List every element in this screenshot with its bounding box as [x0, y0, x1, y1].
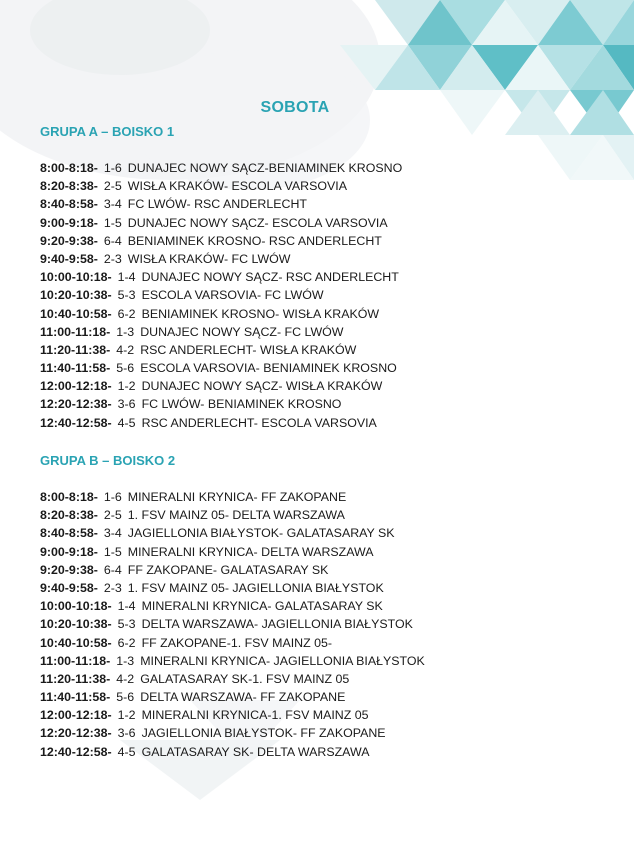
match-row	[40, 250, 402, 268]
match-time: 11:00-11:18-	[40, 653, 111, 668]
match-time: 12:20-12:38-	[40, 397, 112, 412]
match-code: 6-2	[117, 635, 136, 650]
match-teams: ESCOLA VARSOVIA- BENIAMINEK KROSNO	[140, 361, 397, 376]
match-code: 4-2	[116, 342, 135, 357]
match-row	[40, 724, 425, 742]
match-time: 12:20-12:38-	[40, 726, 112, 741]
match-time: 11:00-11:18-	[40, 324, 111, 339]
match-time: 8:20-8:38-	[40, 179, 98, 194]
match-time: 11:40-11:58-	[40, 690, 111, 705]
match-row	[40, 634, 425, 652]
match-time: 9:00-9:18-	[40, 215, 98, 230]
match-row	[40, 305, 402, 323]
match-teams: JAGIELLONIA BIAŁYSTOK- FF ZAKOPANE	[141, 726, 386, 741]
match-teams: FF ZAKOPANE- GALATASARAY SK	[127, 562, 329, 577]
match-code: 2-5	[103, 508, 122, 523]
match-teams: RSC ANDERLECHT- WISŁA KRAKÓW	[140, 342, 357, 357]
match-time: 10:00-10:18-	[40, 270, 112, 285]
match-row	[40, 597, 425, 615]
match-teams: RSC ANDERLECHT- ESCOLA VARSOVIA	[141, 415, 377, 430]
match-teams: GALATASARAY SK-1. FSV MAINZ 05	[140, 671, 350, 686]
match-code: 6-4	[103, 233, 122, 248]
match-time: 9:00-9:18-	[40, 544, 98, 559]
match-time: 9:20-9:38-	[40, 562, 98, 577]
match-time: 12:40-12:58-	[40, 744, 112, 759]
match-time: 10:20-10:38-	[40, 288, 112, 303]
match-code: 3-4	[103, 526, 122, 541]
match-code: 6-4	[103, 562, 122, 577]
match-row	[40, 268, 402, 286]
match-row	[40, 232, 402, 250]
match-row	[40, 286, 402, 304]
match-code: 1-6	[103, 490, 122, 504]
match-code: 1-4	[117, 270, 136, 285]
match-row	[40, 615, 425, 633]
match-code: 5-3	[117, 288, 136, 303]
group-a-match-list	[40, 159, 402, 432]
match-code: 5-6	[116, 690, 135, 705]
match-teams: MINERALNI KRYNICA- GALATASARAY SK	[141, 599, 383, 614]
match-teams: GALATASARAY SK- DELTA WARSZAWA	[141, 744, 370, 759]
match-code: 1-3	[116, 653, 135, 668]
match-row	[40, 652, 425, 670]
match-code: 4-5	[117, 415, 136, 430]
match-teams: DUNAJEC NOWY SĄCZ- RSC ANDERLECHT	[141, 270, 399, 285]
match-time: 11:20-11:38-	[40, 342, 111, 357]
match-code: 5-3	[117, 617, 136, 632]
match-row	[40, 414, 402, 432]
match-teams: ESCOLA VARSOVIA- FC LWÓW	[141, 288, 324, 303]
match-teams: FC LWÓW- RSC ANDERLECHT	[127, 197, 307, 212]
match-time: 8:00-8:18-	[40, 161, 98, 175]
match-time: 8:40-8:58-	[40, 197, 98, 212]
match-code: 1-3	[116, 324, 135, 339]
match-row	[40, 341, 402, 359]
match-teams: DUNAJEC NOWY SĄCZ- FC LWÓW	[140, 324, 344, 339]
match-row	[40, 524, 425, 542]
match-teams: WISŁA KRAKÓW- ESCOLA VARSOVIA	[127, 179, 347, 194]
group-b-title: GRUPA B – BOISKO 2	[40, 453, 176, 468]
match-time: 10:20-10:38-	[40, 617, 112, 632]
match-row	[40, 688, 425, 706]
match-teams: BENIAMINEK KROSNO- WISŁA KRAKÓW	[141, 306, 380, 321]
match-time: 10:40-10:58-	[40, 635, 112, 650]
match-teams: 1. FSV MAINZ 05- DELTA WARSZAWA	[127, 508, 345, 523]
match-time: 11:20-11:38-	[40, 671, 111, 686]
match-teams: JAGIELLONIA BIAŁYSTOK- GALATASARAY SK	[127, 526, 395, 541]
match-code: 4-5	[117, 744, 136, 759]
match-row	[40, 195, 402, 213]
match-time: 9:40-9:58-	[40, 251, 98, 266]
match-teams: MINERALNI KRYNICA- FF ZAKOPANE	[127, 490, 347, 504]
match-teams: BENIAMINEK KROSNO- RSC ANDERLECHT	[127, 233, 382, 248]
match-row	[40, 177, 402, 195]
match-code: 3-4	[103, 197, 122, 212]
match-time: 10:00-10:18-	[40, 599, 112, 614]
match-row	[40, 395, 402, 413]
match-teams: MINERALNI KRYNICA-1. FSV MAINZ 05	[141, 708, 369, 723]
match-row	[40, 743, 425, 761]
match-time: 8:40-8:58-	[40, 526, 98, 541]
match-teams: DELTA WARSZAWA- JAGIELLONIA BIAŁYSTOK	[141, 617, 413, 632]
match-time: 8:00-8:18-	[40, 490, 98, 504]
group-a-title: GRUPA A – BOISKO 1	[40, 124, 175, 139]
match-code: 2-3	[103, 251, 122, 266]
match-row	[40, 159, 402, 177]
match-row	[40, 670, 425, 688]
match-time: 9:40-9:58-	[40, 580, 98, 595]
match-teams: DUNAJEC NOWY SĄCZ- WISŁA KRAKÓW	[141, 379, 383, 394]
match-teams: MINERALNI KRYNICA- JAGIELLONIA BIAŁYSTOK	[140, 653, 425, 668]
match-code: 1-2	[117, 379, 136, 394]
match-time: 8:20-8:38-	[40, 508, 98, 523]
match-time: 10:40-10:58-	[40, 306, 112, 321]
match-time: 12:00-12:18-	[40, 379, 112, 394]
match-row	[40, 377, 402, 395]
match-teams: FF ZAKOPANE-1. FSV MAINZ 05-	[141, 635, 333, 650]
match-teams: DELTA WARSZAWA- FF ZAKOPANE	[140, 690, 346, 705]
match-time: 12:00-12:18-	[40, 708, 112, 723]
match-teams: WISŁA KRAKÓW- FC LWÓW	[127, 251, 291, 266]
match-code: 5-6	[116, 361, 135, 376]
match-time: 9:20-9:38-	[40, 233, 98, 248]
match-code: 1-2	[117, 708, 136, 723]
match-teams: FC LWÓW- BENIAMINEK KROSNO	[141, 397, 342, 412]
match-row	[40, 706, 425, 724]
page-title: SOBOTA	[260, 99, 330, 116]
match-teams: 1. FSV MAINZ 05- JAGIELLONIA BIAŁYSTOK	[127, 580, 384, 595]
match-code: 6-2	[117, 306, 136, 321]
match-code: 4-2	[116, 671, 135, 686]
match-row	[40, 214, 402, 232]
group-b-match-list	[40, 488, 425, 761]
match-row	[40, 488, 425, 506]
match-time: 11:40-11:58-	[40, 361, 111, 376]
match-row	[40, 579, 425, 597]
match-code: 1-5	[103, 544, 122, 559]
match-teams: DUNAJEC NOWY SĄCZ-BENIAMINEK KROSNO	[127, 161, 403, 175]
match-row	[40, 561, 425, 579]
match-code: 2-3	[103, 580, 122, 595]
match-time: 12:40-12:58-	[40, 415, 112, 430]
match-code: 2-5	[103, 179, 122, 194]
match-row	[40, 506, 425, 524]
match-row	[40, 543, 425, 561]
match-row	[40, 323, 402, 341]
match-row	[40, 359, 402, 377]
match-code: 1-4	[117, 599, 136, 614]
match-code: 3-6	[117, 726, 136, 741]
match-code: 1-6	[103, 161, 122, 175]
match-code: 3-6	[117, 397, 136, 412]
match-teams: DUNAJEC NOWY SĄCZ- ESCOLA VARSOVIA	[127, 215, 388, 230]
match-teams: MINERALNI KRYNICA- DELTA WARSZAWA	[127, 544, 374, 559]
match-code: 1-5	[103, 215, 122, 230]
